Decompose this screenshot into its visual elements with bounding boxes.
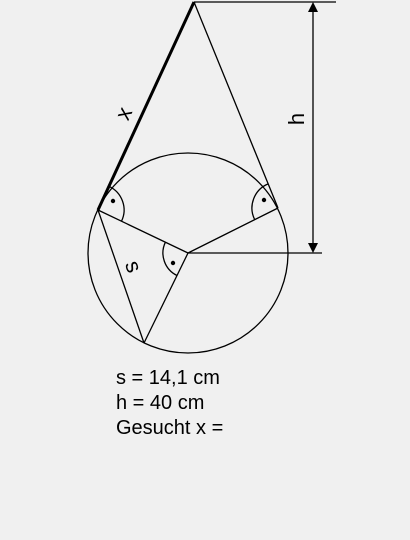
inner-line-right: [188, 208, 278, 253]
height-arrow-top: [308, 2, 318, 12]
given-values-block: [116, 366, 223, 441]
label-s: s: [119, 257, 148, 276]
label-h: h: [283, 112, 309, 126]
right-angle-dot-right: [262, 198, 266, 202]
question-x: Gesucht x =: [116, 417, 224, 439]
inner-line-left: [98, 210, 188, 253]
slant-edge-right: [194, 2, 278, 208]
right-angle-dot-center: [171, 261, 175, 265]
height-arrow-bottom: [308, 243, 318, 253]
given-s: s = 14,1 cm: [116, 367, 220, 389]
given-h: h = 40 cm: [116, 392, 205, 414]
inner-line-bottom: [144, 253, 188, 343]
chord-s: [98, 210, 144, 343]
label-x: x: [109, 103, 138, 124]
right-angle-dot-left: [111, 199, 115, 203]
